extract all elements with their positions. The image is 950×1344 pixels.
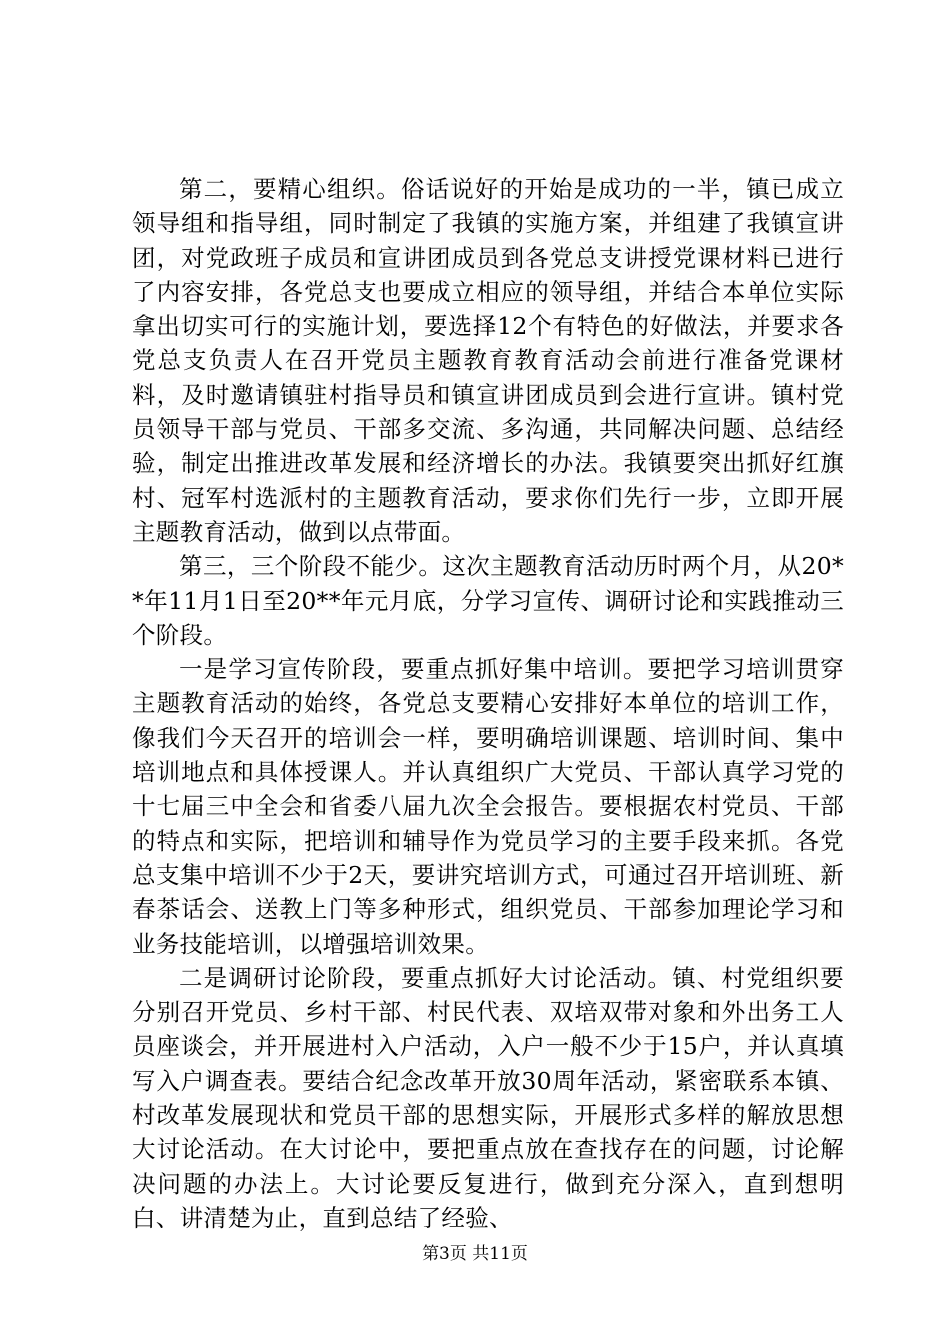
paragraph-third-point: 第三，三个阶段不能少。这次主题教育活动历时两个月，从20**年11月1日至20**年元月底，分学习宣传、调研讨论和实践推动三个阶段。 [132,552,844,649]
document-body [132,172,844,1235]
paragraph-research-stage: 二是调研讨论阶段，要重点抓好大讨论活动。镇、村党组织要分别召开党员、乡村干部、村民代表、双培双带对象和外出务工人员座谈会，并开展进村入户活动，入户一般不少于15户，并认真填写入户调查表。要结合纪念改革开放30周年活动，紧密联系本镇、村改革发展现状和党员干部的思想实际，开展形式多样的解放思想大讨论活动。在大讨论中，要把重点放在查找存在的问题，讨论解决问题的办法上。大讨论要反复进行，做到充分深入，直到想明白、讲清楚为止，直到总结了经验、 [132,963,844,1232]
paragraph-study-stage: 一是学习宣传阶段，要重点抓好集中培训。要把学习培训贯穿主题教育活动的始终，各党总支要精心安排好本单位的培训工作，像我们今天召开的培训会一样，要明确培训课题、培训时间、集中培训地点和具体授课人。并认真组织广大党员、干部认真学习党的十七届三中全会和省委八届九次全会报告。要根据农村党员、干部的特点和实际，把培训和辅导作为党员学习的主要手段来抓。各党总支集中培训不少于2天，要讲究培训方式，可通过召开培训班、新春茶话会、送教上门等多种形式，组织党员、干部参加理论学习和业务技能培训，以增强培训效果。 [132,655,844,958]
page-footer: 第3页 共11页 [422,1244,528,1264]
paragraph-second-point: 第二，要精心组织。俗话说好的开始是成功的一半，镇已成立领导组和指导组，同时制定了我镇的实施方案，并组建了我镇宣讲团，对党政班子成员和宣讲团成员到各党总支讲授党课材料已进行了内容安排，各党总支也要成立相应的领导组，并结合本单位实际拿出切实可行的实施计划，要选择12个有特色的好做法，并要求各党总支负责人在召开党员主题教育教育活动会前进行准备党课材料，及时邀请镇驻村指导员和镇宣讲团成员到会进行宣讲。镇村党员领导干部与党员、干部多交流、多沟通，共同解决问题、总结经验，制定出推进改革发展和经济增长的办法。我镇要突出抓好红旗村、冠军村选派村的主题教育活动，要求你们先行一步，立即开展主题教育活动，做到以点带面。 [132,175,844,546]
